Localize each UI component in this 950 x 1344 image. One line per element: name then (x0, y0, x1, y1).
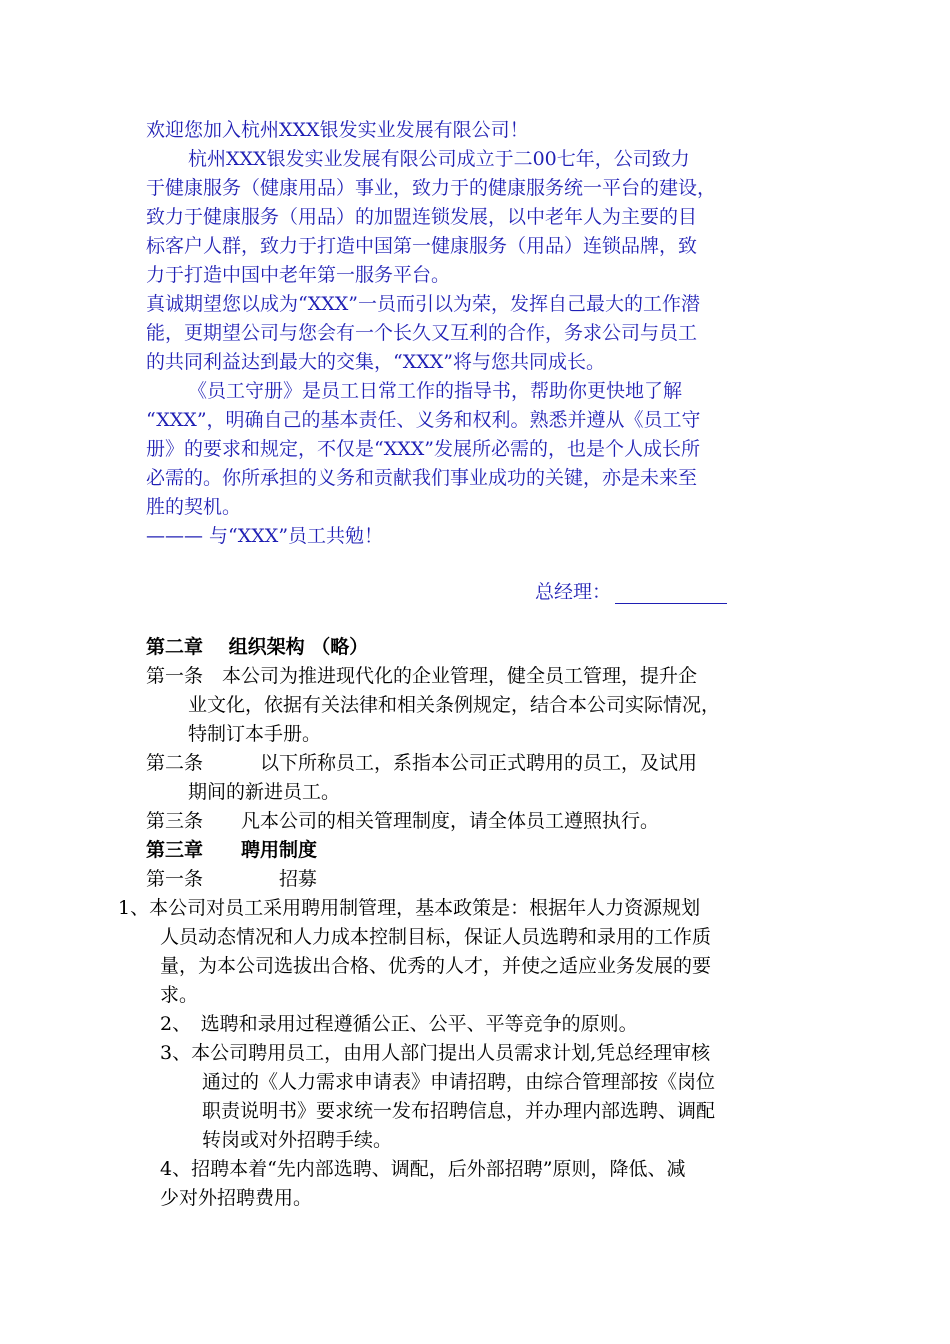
intro-line: 标客户人群，致力于打造中国第一健康服务（用品）连锁品牌，致 (146, 235, 698, 257)
handbook-line: 必需的。你所承担的义务和贡献我们事业成功的关键，亦是未来至 (146, 467, 698, 489)
item2-line: 2、 选聘和录用过程遵循公正、公平、平等竞争的原则。 (160, 1013, 638, 1035)
item3-line: 3、本公司聘用员工，由用人部门提出人员需求计划,凭总经理审核 (160, 1042, 711, 1064)
item3-line: 职责说明书》要求统一发布招聘信息，并办理内部选聘、调配 (202, 1100, 716, 1122)
item4-line: 4、招聘本着“先内部选聘、调配，后外部招聘”原则，降低、减 (160, 1158, 686, 1180)
chapter2-article1-line: 业文化，依据有关法律和相关条例规定，结合本公司实际情况， (188, 694, 721, 716)
signature-blank (615, 583, 727, 604)
handbook-line: 《员工守册》是员工日常工作的指导书，帮助你更快地了解 (188, 380, 683, 402)
hope-line: 的共同利益达到最大的交集，“XXX”将与您共同成长。 (146, 351, 606, 373)
chapter3-article1-title: 第一条 招募 (146, 868, 318, 890)
item4-line: 少对外招聘费用。 (160, 1187, 313, 1209)
item1-line: 人员动态情况和人力成本控制目标，保证人员选聘和录用的工作质 (160, 926, 712, 948)
handbook-line: “XXX”，明确自己的基本责任、义务和权利。熟悉并遵从《员工守 (146, 409, 701, 431)
chapter2-article1-line: 第一条 本公司为推进现代化的企业管理，健全员工管理，提升企 (146, 665, 698, 687)
intro-line: 于健康服务（健康用品）事业，致力于的健康服务统一平台的建设， (146, 177, 717, 199)
chapter2-article3-line: 第三条 凡本公司的相关管理制度，请全体员工遵照执行。 (146, 810, 660, 832)
signature-label: 总经理： (535, 581, 612, 603)
intro-line: 力于打造中国中老年第一服务平台。 (146, 264, 451, 286)
item3-line: 转岗或对外招聘手续。 (202, 1129, 393, 1151)
chapter2-article2-line: 第二条 以下所称员工，系指本公司正式聘用的员工，及试用 (146, 752, 698, 774)
chapter2-heading: 第二章 组织架构 （略） (146, 636, 369, 658)
closing-line: ——— 与“XXX”员工共勉！ (146, 525, 384, 547)
item1-line: 量，为本公司选拔出合格、优秀的人才，并使之适应业务发展的要 (160, 955, 712, 977)
intro-line: 致力于健康服务（用品）的加盟连锁发展，以中老年人为主要的目 (146, 206, 698, 228)
welcome-title: 欢迎您加入杭州XXX银发实业发展有限公司！ (146, 119, 529, 141)
item1-line: 1、本公司对员工采用聘用制管理，基本政策是：根据年人力资源规划 (118, 897, 701, 919)
item3-line: 通过的《人力需求申请表》申请招聘，由综合管理部按《岗位 (202, 1071, 716, 1093)
item1-line: 求。 (160, 984, 199, 1006)
hope-line: 能，更期望公司与您会有一个长久又互利的合作，务求公司与员工 (146, 322, 698, 344)
hope-line: 真诚期望您以成为“XXX”一员而引以为荣，发挥自己最大的工作潜 (146, 293, 701, 315)
chapter2-article2-line: 期间的新进员工。 (188, 781, 341, 803)
chapter2-article1-line: 特制订本手册。 (188, 723, 322, 745)
handbook-line: 胜的契机。 (146, 496, 242, 518)
signature (535, 580, 727, 604)
chapter3-heading: 第三章 聘用制度 (146, 839, 318, 861)
handbook-line: 册》的要求和规定，不仅是“XXX”发展所必需的，也是个人成长所 (146, 438, 701, 460)
intro-line: 杭州XXX银发实业发展有限公司成立于二00七年，公司致力 (188, 148, 690, 170)
